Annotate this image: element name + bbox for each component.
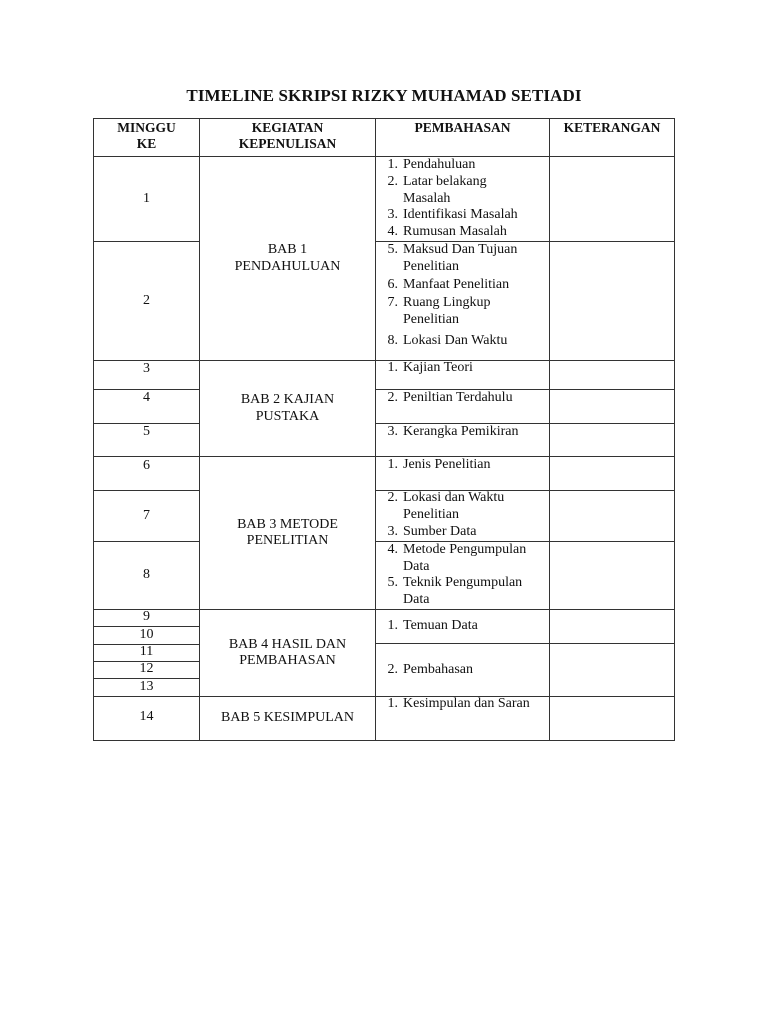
chapter-label-line: PENDAHULUAN [234,258,341,274]
chapter-label-line: BAB 5 KESIMPULAN [220,710,354,726]
topic-item: 1. Kajian Teori [387,360,473,375]
header-kegiatan-line: KEPENULISAN [238,136,337,151]
topic-item: 1. Pendahuluan [387,157,476,172]
row-divider [93,241,199,242]
table-border-right [674,118,675,741]
topic-item: 2. Latar belakang Masalah [387,174,487,206]
week-number: 4 [143,390,150,405]
chapter-bab-3 [200,457,375,609]
week-number: 9 [143,609,150,624]
chapter-label-line: PEMBAHASAN [239,653,336,668]
chapter-label-line: BAB 4 HASIL DAN [228,636,347,652]
week-number: 10 [139,627,154,642]
chapter-label-line: PENELITIAN [246,533,329,548]
topic-item: 3. Sumber Data [387,524,477,539]
topic-item: 5. Maksud Dan Tujuan Penelitian [387,242,518,274]
row-divider [93,490,199,491]
header-keterangan-text: KETERANGAN [563,120,661,135]
topic-item: 4. Metode Pengumpulan Data [387,542,527,574]
topic-item: 2. Pembahasan [387,662,473,677]
topic-item: 3. Identifikasi Masalah [387,207,518,222]
header-pembahasan-text: PEMBAHASAN [414,120,511,135]
header-minggu [94,120,199,152]
chapter-bab-1 [200,157,375,360]
week-number: 8 [143,567,150,582]
column-divider [549,118,550,741]
topic-item: 3. Kerangka Pemikiran [387,424,519,439]
week-number: 5 [143,424,150,439]
header-minggu-line: KE [136,136,157,151]
chapter-bab-5 [200,697,375,740]
header-minggu-line: MINGGU [117,120,176,135]
week-number: 2 [143,293,150,308]
week-number: 7 [143,508,150,523]
topic-item: 1. Kesimpulan dan Saran [387,696,530,711]
chapter-label-line: BAB 3 METODE [237,516,338,532]
chapter-label-line: BAB 1 [267,242,308,257]
topic-item: 6. Manfaat Penelitian [387,277,510,292]
chapter-bab-4 [200,610,375,696]
topic-item: 7. Ruang Lingkup Penelitian [387,295,491,327]
topic-item: 2. Peniltian Terdahulu [387,390,513,405]
topic-item: 1. Temuan Data [387,618,478,633]
topic-item: 8. Lokasi Dan Waktu [387,333,508,348]
row-divider [375,643,675,644]
table-border-top [93,118,675,119]
topic-item: 5. Teknik Pengumpulan Data [387,575,523,607]
header-kegiatan-line: KEGIATAN [251,120,324,135]
chapter-label-line: BAB 2 KAJIAN [240,392,335,407]
header-pembahasan [376,120,549,136]
week-number: 1 [143,191,150,206]
week-number: 3 [143,361,150,376]
week-number: 14 [139,709,154,724]
week-number: 6 [143,458,150,473]
topic-item: 4. Rumusan Masalah [387,224,507,239]
chapter-label-line: PUSTAKA [255,408,320,424]
topic-item: 1. Jenis Penelitian [387,457,491,472]
topic-item: 2. Lokasi dan Waktu Penelitian [387,490,505,522]
week-number: 13 [139,679,154,694]
header-keterangan [550,120,674,136]
row-divider [93,541,199,542]
week-number: 12 [139,661,154,676]
chapter-bab-2 [200,361,375,456]
document-title: TIMELINE SKRIPSI RIZKY MUHAMAD SETIADI [186,86,582,105]
week-number: 11 [139,644,154,659]
header-kegiatan [200,120,375,152]
table-border-bottom [93,740,675,741]
